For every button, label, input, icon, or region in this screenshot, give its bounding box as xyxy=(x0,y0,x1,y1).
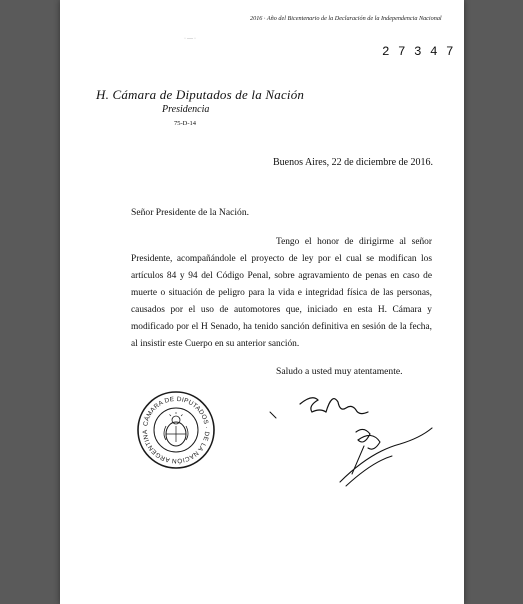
body-paragraph: Tengo el honor de dirigirme al señor Presidente, acompañándole el proyecto de ley por el cual se modifican los artículos 84 y 94 del Código Penal, sobre agravamiento de penas en caso de muerte o situación de peligro para la vida e integridad física de las personas, causados por el uso de automotores que, iniciado en esta H. Cámara y modificado por el H Senado, ha tenido sanción definitiva en sesión de la fecha, al insistir este Cuerpo en su anterior sanción. xyxy=(131,237,432,349)
document-number: 2 7 3 4 7 xyxy=(382,45,457,59)
scan-mark: ·—· xyxy=(184,36,197,42)
seal-text: CÁMARA DE DIPUTADOS · DE LA NACIÓN ARGENTINA xyxy=(141,395,211,465)
header-note: 2016 · Año del Bicentenario de la Declaración de la Independencia Nacional xyxy=(250,15,442,22)
chamber-name: H. Cámara de Diputados de la Nación xyxy=(96,87,305,102)
signature-icon xyxy=(260,382,438,492)
closing-line: Saludo a usted muy atentamente. xyxy=(276,366,403,377)
document-page xyxy=(60,0,464,604)
official-seal-icon xyxy=(136,390,216,470)
file-code: 75-D-14 xyxy=(174,120,197,127)
date-line: Buenos Aires, 22 de diciembre de 2016. xyxy=(273,157,433,168)
office-name: Presidencia xyxy=(162,104,210,115)
salutation: Señor Presidente de la Nación. xyxy=(131,207,250,218)
